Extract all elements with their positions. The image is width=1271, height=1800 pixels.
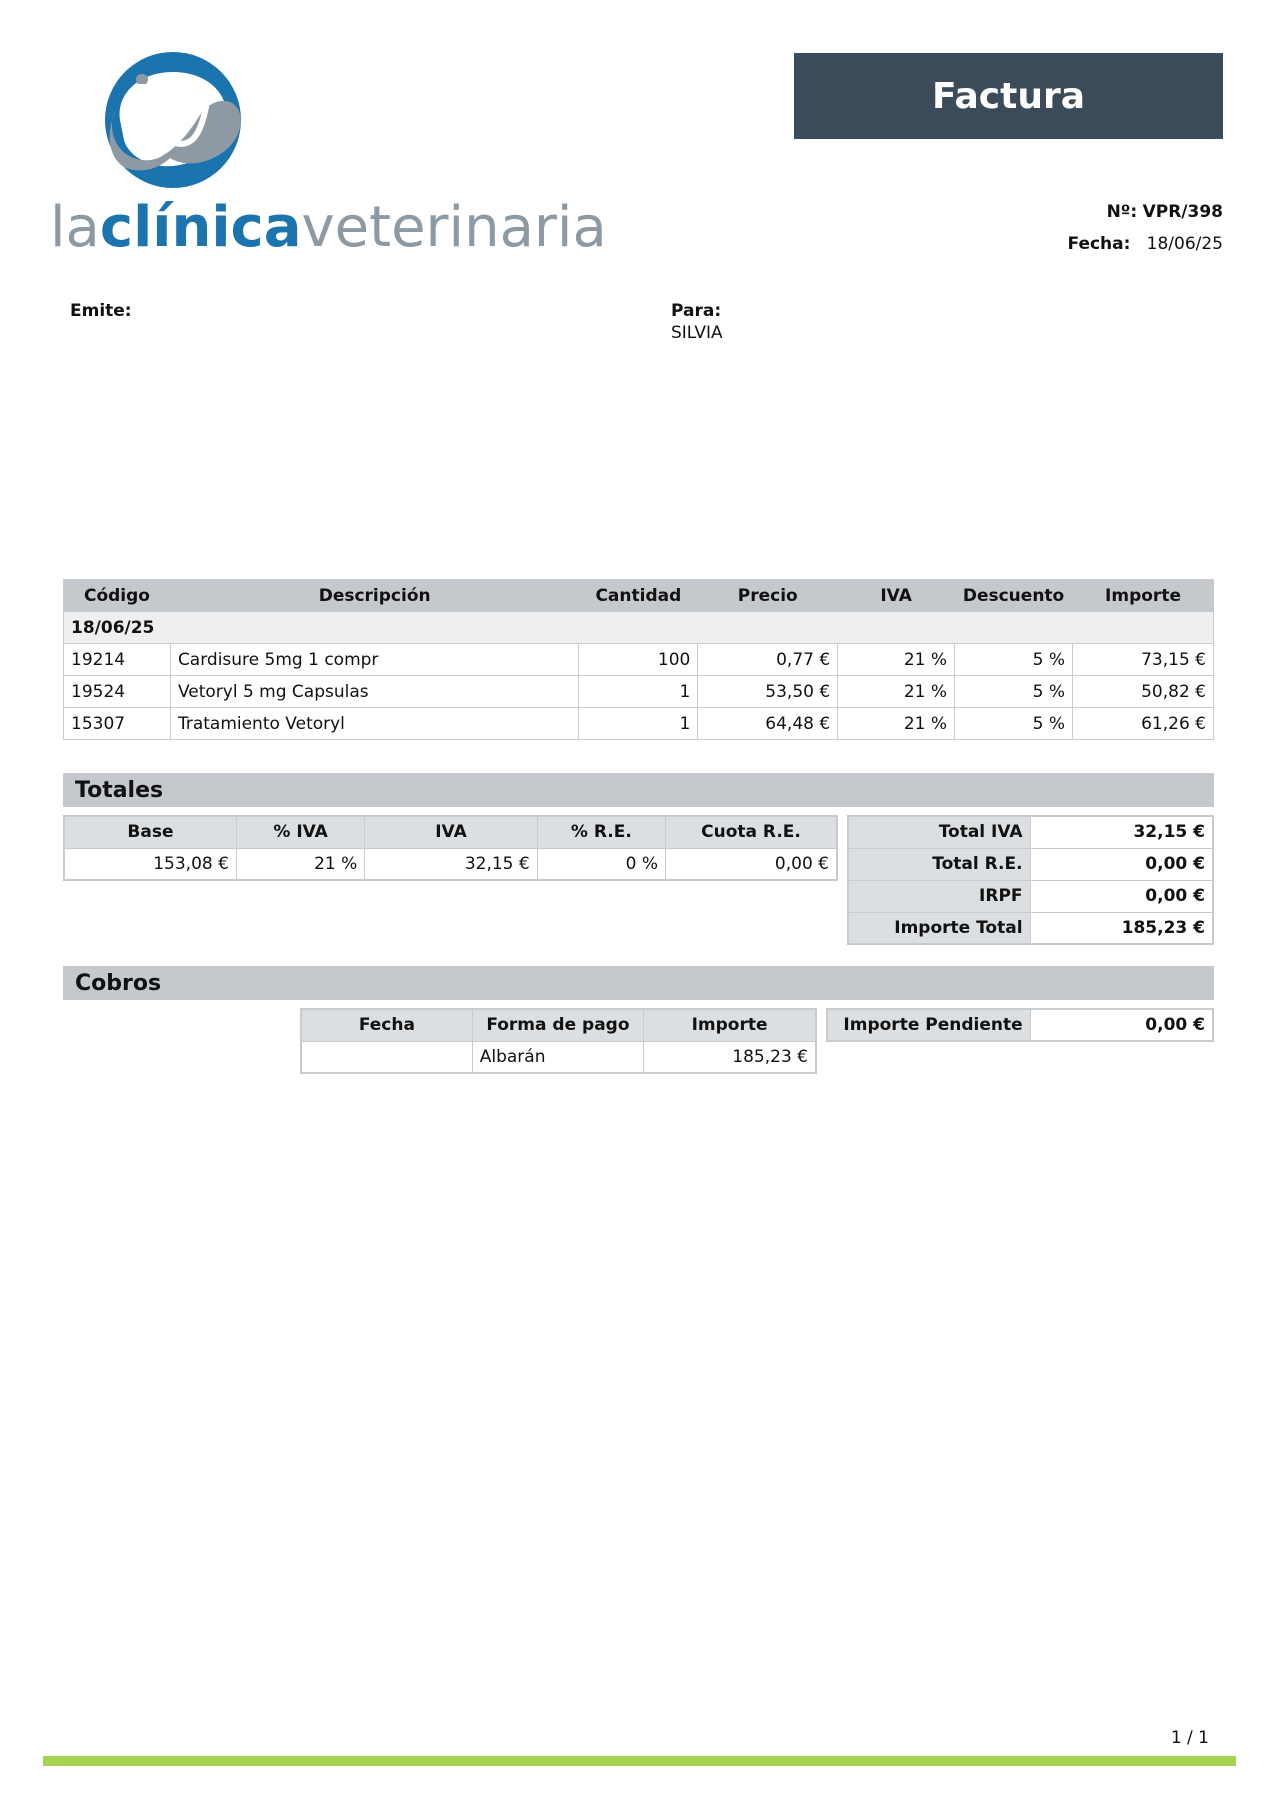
cell-codigo: 19214	[64, 644, 171, 676]
cell-fecha	[301, 1041, 472, 1073]
clinic-logo	[50, 50, 607, 270]
col-forma-pago: Forma de pago	[472, 1009, 643, 1041]
document-title: Factura	[794, 53, 1223, 139]
recipient-label: Para:	[671, 301, 722, 321]
cell-descuento: 5 %	[955, 676, 1073, 708]
table-row	[64, 708, 1214, 740]
col-precio: Precio	[698, 580, 838, 612]
cell-cantidad: 1	[579, 676, 698, 708]
summary-row-total-iva	[848, 816, 1213, 848]
cell-iva: 21 %	[838, 676, 955, 708]
col-pct-re: % R.E.	[537, 816, 665, 848]
totals-summary-table	[847, 815, 1214, 945]
invoice-meta	[1068, 196, 1223, 260]
cell-codigo: 19524	[64, 676, 171, 708]
cell-cuota-re: 0,00 €	[666, 848, 837, 880]
cell-descripcion: Cardisure 5mg 1 compr	[170, 644, 578, 676]
table-row	[64, 644, 1214, 676]
summary-row-irpf	[848, 880, 1213, 912]
invoice-number-label: Nº:	[1106, 202, 1138, 222]
table-row	[301, 1041, 816, 1073]
cell-codigo: 15307	[64, 708, 171, 740]
invoice-date: 18/06/25	[1146, 234, 1223, 254]
col-importe: Importe	[644, 1009, 816, 1041]
pending-label: Importe Pendiente	[827, 1009, 1030, 1041]
cell-importe: 61,26 €	[1073, 708, 1214, 740]
cell-forma-pago: Albarán	[472, 1041, 643, 1073]
cell-base: 153,08 €	[64, 848, 236, 880]
col-descuento: Descuento	[955, 580, 1073, 612]
line-items-header	[64, 580, 1214, 612]
cell-pct-re: 0 %	[537, 848, 665, 880]
invoice-number-row	[1068, 196, 1223, 228]
recipient-block	[671, 300, 723, 344]
cell-iva: 21 %	[838, 644, 955, 676]
invoice-date-row	[1068, 228, 1223, 260]
summary-label: Importe Total	[848, 912, 1030, 944]
cell-pct-iva: 21 %	[236, 848, 364, 880]
payments-header	[301, 1009, 816, 1041]
cell-precio: 0,77 €	[698, 644, 838, 676]
group-date: 18/06/25	[64, 612, 1214, 644]
footer-bar	[43, 1756, 1236, 1766]
summary-label: Total R.E.	[848, 848, 1030, 880]
table-row	[64, 848, 837, 880]
issuer-label: Emite:	[70, 301, 132, 321]
pending-row	[827, 1009, 1213, 1041]
cell-descuento: 5 %	[955, 708, 1073, 740]
cell-importe: 185,23 €	[644, 1041, 816, 1073]
logo-word-la: la	[50, 195, 100, 260]
tax-breakdown-table	[63, 815, 838, 881]
cell-cantidad: 100	[579, 644, 698, 676]
summary-label: IRPF	[848, 880, 1030, 912]
cell-importe: 73,15 €	[1073, 644, 1214, 676]
recipient-name: SILVIA	[671, 323, 723, 343]
cell-descripcion: Tratamiento Vetoryl	[170, 708, 578, 740]
invoice-date-label: Fecha:	[1067, 234, 1131, 254]
totales-section-title: Totales	[63, 773, 1214, 807]
line-items-table	[63, 579, 1214, 740]
cell-descripcion: Vetoryl 5 mg Capsulas	[170, 676, 578, 708]
cell-iva: 32,15 €	[365, 848, 537, 880]
cell-descuento: 5 %	[955, 644, 1073, 676]
col-pct-iva: % IVA	[236, 816, 364, 848]
issuer-block	[70, 300, 132, 322]
col-iva: IVA	[838, 580, 955, 612]
col-codigo: Código	[64, 580, 171, 612]
summary-value: 0,00 €	[1030, 848, 1213, 880]
col-importe: Importe	[1073, 580, 1214, 612]
cell-iva: 21 %	[838, 708, 955, 740]
summary-value: 185,23 €	[1030, 912, 1213, 944]
cell-cantidad: 1	[579, 708, 698, 740]
line-group-date	[64, 612, 1214, 644]
col-fecha: Fecha	[301, 1009, 472, 1041]
page-number: 1 / 1	[1170, 1728, 1209, 1748]
summary-row-importe-total	[848, 912, 1213, 944]
dog-logo-icon	[98, 50, 248, 200]
summary-value: 0,00 €	[1030, 880, 1213, 912]
logo-wordmark	[50, 195, 607, 260]
col-base: Base	[64, 816, 236, 848]
cell-precio: 64,48 €	[698, 708, 838, 740]
cobros-section-title: Cobros	[63, 966, 1214, 1000]
cell-importe: 50,82 €	[1073, 676, 1214, 708]
payments-table	[300, 1008, 817, 1074]
summary-label: Total IVA	[848, 816, 1030, 848]
summary-row-total-re	[848, 848, 1213, 880]
table-row	[64, 676, 1214, 708]
col-descripcion: Descripción	[170, 580, 578, 612]
col-iva: IVA	[365, 816, 537, 848]
pending-value: 0,00 €	[1030, 1009, 1213, 1041]
col-cuota-re: Cuota R.E.	[666, 816, 837, 848]
summary-value: 32,15 €	[1030, 816, 1213, 848]
invoice-number: VPR/398	[1142, 202, 1223, 222]
pending-amount-table	[826, 1008, 1214, 1042]
logo-word-clinica: clínica	[99, 195, 302, 260]
cell-precio: 53,50 €	[698, 676, 838, 708]
tax-breakdown-header	[64, 816, 837, 848]
col-cantidad: Cantidad	[579, 580, 698, 612]
logo-word-veterinaria: veterinaria	[301, 195, 607, 260]
